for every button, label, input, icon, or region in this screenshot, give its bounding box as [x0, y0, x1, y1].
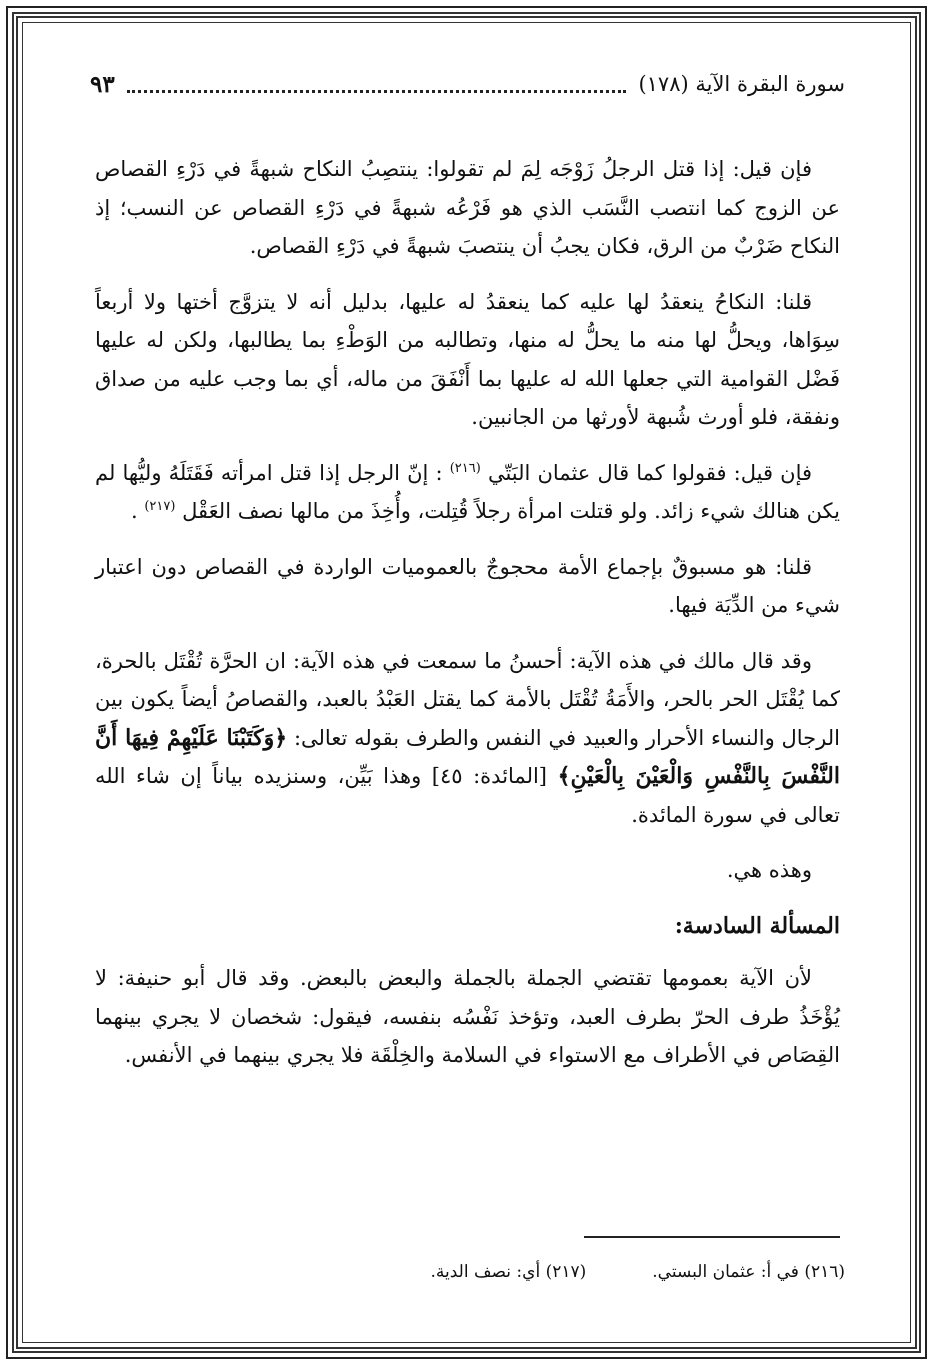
paragraph-text: فإن قيل: فقولوا كما قال عثمان البَتّي [487, 460, 813, 485]
surah-title: سورة البقرة الآية (١٧٨) [638, 72, 845, 96]
footnote-ref: (٢١٦) [449, 460, 481, 476]
paragraph: لأن الآية بعمومها تقتضي الجملة بالجملة والبعض بالبعض. وقد قال أبو حنيفة: لا يُؤْخَذُ طرف الحرّ بطرف العبد، وتؤخذ نَفْسُه بنفسه، فيقول: شخصان لا يجري بينهما القِصَاص في الأطراف مع الاستواء في السلامة والخِلْقَة فلا يجري بينهما في الأنفس. [95, 966, 840, 1067]
footnote-number: (٢١٧) [545, 1262, 587, 1282]
footnote [652, 1262, 845, 1282]
header-leader-dots [127, 76, 627, 93]
footnotes [300, 1262, 845, 1282]
page-number: ٩٣ [90, 70, 115, 98]
paragraph: قلنا: النكاحُ ينعقدُ لها عليه كما ينعقدُ له عليها، بدليل أنه لا يتزوَّج أختها ولا أربعاً سِوَاها، ويحلُّ لها منه ما يحلُّ له منها، وتطالبه من الوَطْءِ بما يطالبها، ولكن له عليها فَضْل القوامية التي جعلها الله له عليها بما أَنْفَقَ من ماله، أي بما وجب عليه من صداق ونفقة، فلو أورث شُبهة لأورثها من الجانبين. [95, 289, 840, 429]
running-header [90, 64, 845, 104]
footnote [430, 1262, 586, 1282]
paragraph: قلنا: هو مسبوقٌ بإجماع الأمة محجوجٌ بالعموميات الواردة في القصاص دون اعتبار شيء من الدِّيَة فيها. [95, 554, 840, 617]
paragraph-text: وهذا بَيِّن، وسنزيده بياناً إن شاء الله تعالى في سورة المائدة. [95, 764, 840, 827]
paragraph-text: . [130, 499, 138, 523]
page-body [95, 150, 840, 1092]
footnote-ref: (٢١٧) [144, 499, 176, 514]
paragraph [95, 642, 840, 835]
paragraph-text: : إنّ الرجل إذا قتل امرأته فَقَتَلَهُ وليُّها لم يكن هنالك شيء زائد. ولو قتلت امرأة رجلاً قُتِلت، وأُخِذَ من مالها نصف العَقْل [95, 460, 840, 523]
footnote-separator [584, 1236, 840, 1238]
paragraph-text: وقد قال مالك في هذه الآية: أحسنُ ما سمعت في هذه الآية: ان الحرَّة تُقْتَل بالحرة، كما يُقْتَل الحر بالحر، والأَمَةُ تُقْتَل بالأمة كما يقتل العَبْدُ بالعبد، والقصاصُ أيضاً يكون بين الرجال والنساء الأحرار والعبيد في النفس والطرف بقوله تعالى: [95, 648, 840, 750]
section-heading: المسألة السادسة: [674, 912, 840, 939]
footnote-text: أي: نصف الدية. [430, 1262, 541, 1282]
footnote-text: في أ: عثمان البستي. [652, 1262, 799, 1282]
paragraph [95, 454, 840, 531]
verse-citation: [المائدة: ٤٥] [431, 764, 548, 788]
paragraph: فإن قيل: إذا قتل الرجلُ زَوْجَه لِمَ لم تقولوا: ينتصِبُ النكاح شبهةً في دَرْءِ القصاص عن الزوج كما انتصب النَّسَب الذي هو فَرْعُه شبهةً في دَرْءِ القصاص عن النسب؛ إذ النكاح ضَرْبٌ من الرق، فكان يجبُ أن ينتصبَ شبهةً في دَرْءِ القصاص. [95, 157, 840, 258]
footnote-number: (٢١٦) [804, 1262, 845, 1282]
paragraph: وهذه هي. [726, 858, 812, 882]
quran-verse: ﴿وَكَتَبْنَا عَلَيْهِمْ فِيهَا أَنَّ النَّفْسَ بِالنَّفْسِ وَالْعَيْنَ بِالْعَيْنِ﴾ [95, 724, 840, 789]
